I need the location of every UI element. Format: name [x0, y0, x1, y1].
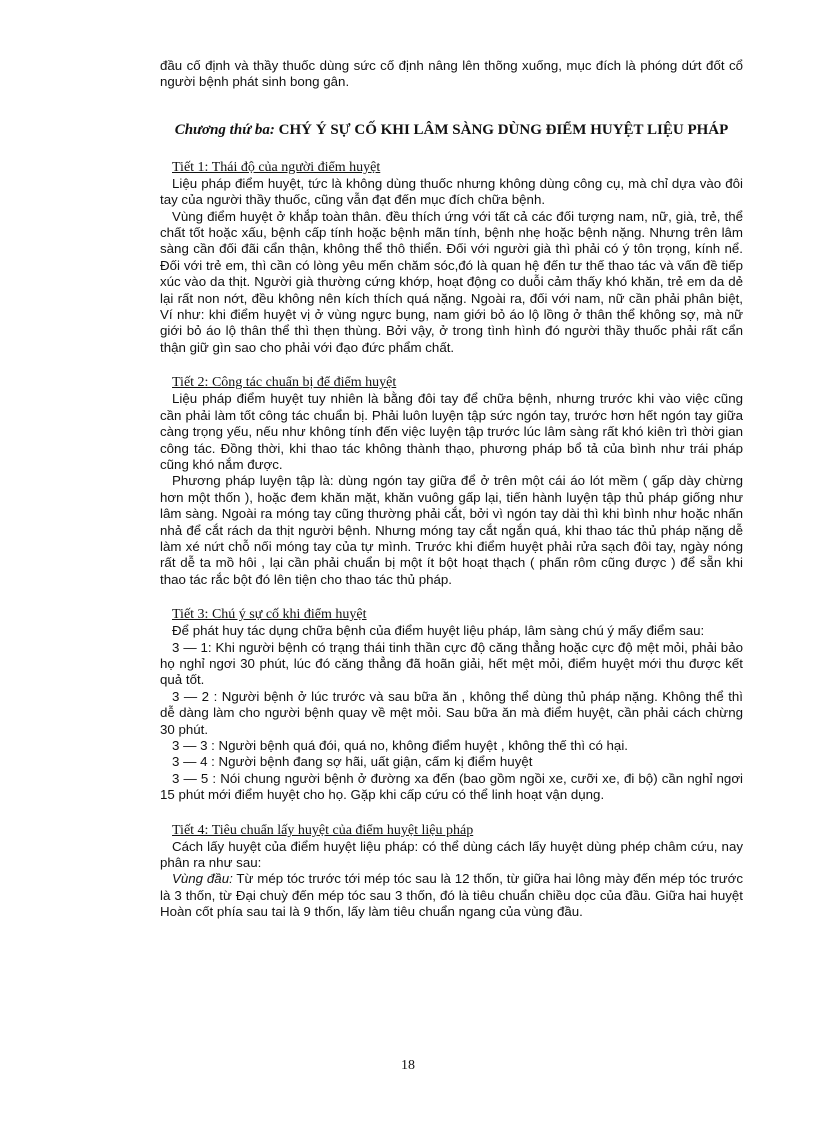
section-3-item-1: 3 — 1: Khi người bệnh có trạng thái tinh thần cực độ căng thẳng hoặc cực độ mệt mỏi, phải bảo họ nghỉ ngơi 30 phút, lúc đó căng thẳng đã hoãn giải, hết mệt mỏi, điểm huyệt mới thu được kết quả tốt.	[160, 639, 743, 688]
chapter-heading	[160, 121, 743, 139]
section-3-item-5: 3 — 5 : Nói chung người bệnh ở đường xa đến (bao gồm ngồi xe, cưỡi xe, đi bộ) cần nghỉ ngơi 15 phút mới điểm huyệt cho họ. Gặp khi cấp cứu có thể linh hoạt vận dụng.	[160, 770, 743, 803]
chapter-title: CHÝ Ý SỰ CỐ KHI LÂM SÀNG DÙNG ĐIỂM HUYỆT LIỆU PHÁP	[278, 121, 729, 138]
section-2-heading: Tiết 2: Công tác chuẩn bị để điểm huyệt	[172, 375, 397, 391]
section-1-paragraph-1: Liệu pháp điểm huyệt, tức là không dùng thuốc nhưng không dùng công cụ, mà chỉ dựa vào đôi tay của người thầy thuốc, cũng vẫn đạt đến mục đích chữa bệnh.	[160, 175, 743, 208]
section-3-heading: Tiết 3: Chú ý sự cố khi điểm huyệt	[172, 607, 367, 623]
vung-dau-term: Vùng đầu:	[172, 871, 233, 887]
section-3-item-3: 3 — 3 : Người bệnh quá đói, quá no, không điểm huyệt , không thế thì có hại.	[172, 738, 628, 753]
chapter-prefix: Chương thứ ba:	[174, 121, 275, 138]
page-body	[160, 58, 743, 921]
section-4-paragraph-2	[160, 871, 743, 920]
section-3-paragraph-1: Để phát huy tác dụng chữa bệnh của điểm huyệt liệu pháp, lâm sàng chú ý mấy điểm sau:	[172, 623, 705, 639]
section-3-item-4: 3 — 4 : Người bệnh đang sợ hãi, uất giận, cấm kị điểm huyệt	[172, 754, 533, 770]
section-1-heading: Tiết 1: Thái độ của người điểm huyệt	[172, 159, 381, 175]
vung-dau-text: Từ mép tóc trước tới mép tóc sau là 12 thốn, từ giữa hai lông mày đến mép tóc trước là 3 thốn, từ Đại chuỳ đến mép tóc sau 3 thốn, đó là tiêu chuẩn chiều dọc của đầu. Giữa hai huyệt Hoàn cốt phía sau tai là 9 thốn, lấy làm tiêu chuẩn ngang của vùng đầu.	[160, 871, 743, 920]
section-3-item-2: 3 — 2 : Người bệnh ở lúc trước và sau bữa ăn , không thể dùng thủ pháp nặng. Không thể thì dễ dàng làm cho người bệnh quay về mệt mỏi. Sau bữa ăn mà điểm huyệt, cần phải cách chừng 30 phút.	[160, 688, 743, 737]
section-2-paragraph-2: Phương pháp luyện tập là: dùng ngón tay giữa để ở trên một cái áo lót mềm ( gấp dày chừng hơn một thốn ), hoặc đem khăn mặt, khăn vuông gấp lại, tiến hành luyện tập thủ pháp giống như lâm sàng. Ngoài ra móng tay cũng thường phải cắt, bởi vì ngón tay dài thì khi bình như hoặc nhấn nhả để cắt rách da thịt người bệnh. Nhưng móng tay cắt ngắn quá, khi thao tác thủ pháp nặng dễ làm xé nứt chỗ nối móng tay của tự mình. Trước khi điểm huyệt phải rửa sạch đôi tay, ngày nóng rất dễ ta mồ hôi , lại cần phải chuẩn bị một ít bột hoạt thạch ( phấn rôm cũng được ) để sẵn khi thao tác rắc bột đó lên tiện cho thao tác thủ pháp.	[160, 473, 743, 587]
section-1-paragraph-2: Vùng điểm huyệt ở khắp toàn thân. đều thích ứng với tất cả các đối tượng nam, nữ, già, trẻ, thể chất tốt hoặc xấu, bệnh cấp tính hoặc bệnh mãn tính, bệnh nhẹ hoặc bệnh nặng. Nhưng trên lâm sàng cần đối đãi cẩn thận, không thể thô thiển. Đối với người già thì phải có ý tôn trọng, kính nể. Đối với trẻ em, thì cần có lòng yêu mến chăm sóc,đó là quan hệ đến tư thế thao tác và vấn đề tiếp xúc vào da thịt. Người già thường cứng khớp, hoạt động co duỗi cảm thấy khó khăn, trẻ em da dẻ lại rất non nớt, đều không nên kích thích quá nặng. Ngoài ra, đối với nam, nữ cần phải phân biệt, Ví như: khi điểm huyệt vị ở vùng ngực bụng, nam giới bỏ áo lộ lồng ở thân thể không sợ, mà nữ giới bỏ áo lộ thân thể thì thẹn thùng. Bởi vậy, ở trong tình hình đó người thầy thuốc phải rất cẩn thận giữ gìn sao cho phải với đạo đức phẩm chất.	[160, 208, 743, 355]
intro-paragraph: đầu cố định và thầy thuốc dùng sức cố định nâng lên thõng xuống, mục đích là phóng dứt đốt cổ người bệnh phát sinh bong gân.	[160, 58, 743, 90]
section-2-paragraph-1: Liệu pháp điểm huyệt tuy nhiên là bằng đôi tay để chữa bệnh, nhưng trước khi vào việc cũng cần phải làm tốt công tác chuẩn bị. Phải luôn luyện tập sức ngón tay, trước hơn hết ngón tay giữa càng trọng yếu, nếu như không tính đến việc luyện tập trước lúc lâm sàng rất khó kiên trì thời gian công tác. Đồng thời, khi thao tác không thành thạo, phương pháp bổ tả của bình như trái pháp cũng khó nắm được.	[160, 391, 743, 472]
section-4-heading: Tiết 4: Tiêu chuẩn lấy huyệt của điểm huyệt liệu pháp	[172, 822, 474, 838]
section-4-paragraph-1: Cách lấy huyệt của điểm huyệt liệu pháp: có thể dùng cách lấy huyệt dùng phép châm cứu, nay phân ra như sau:	[160, 838, 743, 871]
page-number: 18	[401, 1058, 415, 1073]
